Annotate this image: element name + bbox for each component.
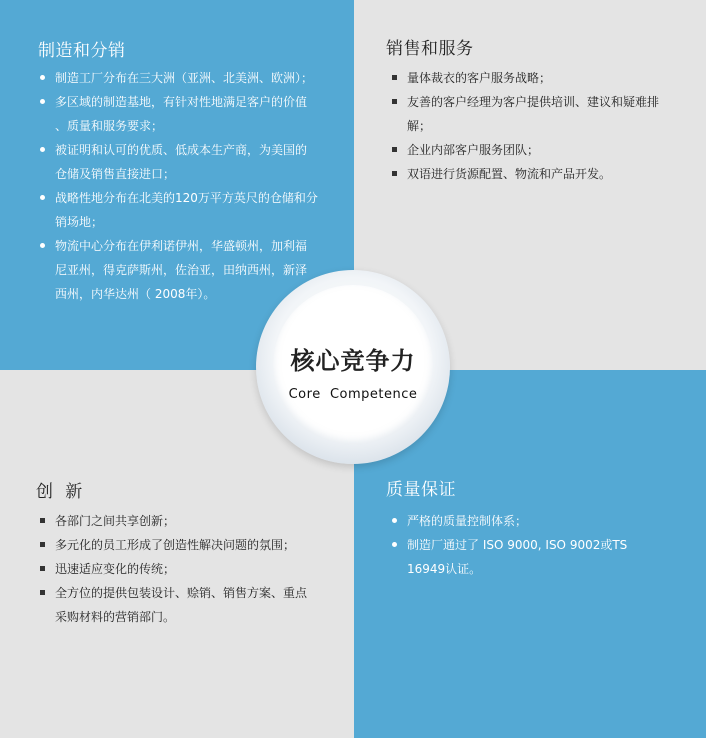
list-item: 双语进行货源配置、物流和产品开发。	[390, 162, 690, 186]
center-title-en: Core Competence	[288, 387, 418, 402]
manufacturing-list	[38, 66, 338, 306]
list-item-continuation: 解；	[407, 119, 432, 133]
list-item-continuation: 、质量和服务要求；	[55, 119, 164, 133]
list-item: 迅速适应变化的传统；	[38, 557, 338, 581]
list-item: 全方位的提供包装设计、赊销、销售方案、重点	[38, 581, 338, 605]
list-item-continuation: 尼亚州，得克萨斯州，佐治亚，田纳西州，新泽	[55, 263, 308, 277]
list-item: 被证明和认可的优质、低成本生产商，为美国的	[38, 138, 338, 162]
list-item: 战略性地分布在北美的120万平方英尺的仓储和分	[38, 186, 338, 210]
quality-list	[390, 509, 690, 581]
list-item: 多元化的员工形成了创造性解决问题的氛围；	[38, 533, 338, 557]
center-title-cn: 核心竞争力	[290, 347, 416, 375]
sales-list	[390, 66, 690, 186]
innovation-title: 创 新	[36, 482, 83, 502]
list-item-continuation: 销场地；	[55, 215, 104, 229]
manufacturing-title: 制造和分销	[38, 41, 126, 61]
list-item: 企业内部客户服务团队；	[390, 138, 690, 162]
list-item: 制造厂通过了 ISO 9000, ISO 9002或TS	[390, 533, 690, 557]
list-item: 严格的质量控制体系；	[390, 509, 690, 533]
quality-title: 质量保证	[386, 480, 456, 500]
list-item: 量体裁衣的客户服务战略；	[390, 66, 690, 90]
list-item: 友善的客户经理为客户提供培训、建议和疑难排	[390, 90, 690, 114]
list-item: 各部门之间共享创新；	[38, 509, 338, 533]
list-item: 物流中心分布在伊利诺伊州，华盛顿州，加利福	[38, 234, 338, 258]
list-item-continuation: 西州，内华达州（ 2008年）。	[55, 287, 216, 301]
list-item-continuation: 仓储及销售直接进口；	[55, 167, 176, 181]
list-item-continuation: 采购材料的营销部门。	[55, 610, 176, 624]
sales-title: 销售和服务	[386, 39, 474, 59]
list-item-continuation: 16949认证。	[407, 562, 482, 576]
list-item: 多区域的制造基地，有针对性地满足客户的价值	[38, 90, 338, 114]
list-item: 制造工厂分布在三大洲（亚洲、北美洲、欧洲）；	[38, 66, 338, 90]
innovation-list	[38, 509, 338, 629]
